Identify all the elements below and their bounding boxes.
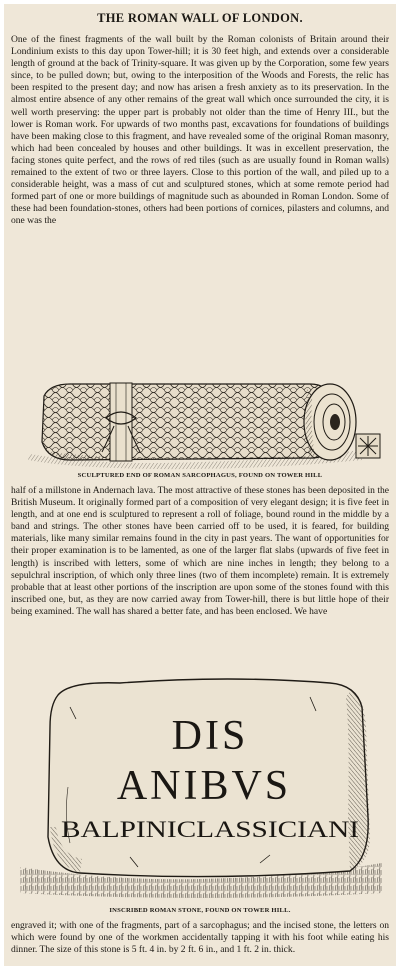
sarcophagus-illustration bbox=[10, 370, 390, 470]
article-paragraph-1: One of the finest fragments of the wall built by the Roman colonists of Britain around their Londinium exists to this day upon Tower-hill; it is 30 feet high, and extends over a considerable length of ground at the back of Trinity-square. It was given up by the Corporation, some few years since, to be pulled down; but, owing to the interposition of the Woods and Forests, the relic has been respited to the present day; and now has arisen a fresh anxiety as to its preservation. In the almost entire absence of any other remains of the great wall which once surrounded the city, it is well worth preserving: the upper part is probably not older than the time of Henry III., but the lower is Roman work. For upwards of two months past, excavations for foundations of buildings have been making close to this fragment, and have revealed some of the original Roman masonry, which had been concealed by houses and other buildings. It was in excellent preservation, the facing stones quite perfect, and the rows of red tiles (such as are usually found in Roman walls) remained to the extent of two or three layers. Close to this portion of the wall, and piled up to a considerable height, was a mass of cut and sculptured stones, which at some remote period had formed part of one or more buildings of magnitude such as abounded in Roman London. Some of these had been foundation-stones, others had been portions of cornices, pilasters and columns, and one was the bbox=[11, 34, 389, 227]
inscription-line-1: DIS bbox=[171, 713, 249, 759]
inscribed-stone-figure bbox=[10, 667, 390, 914]
article-paragraph-2: half of a millstone in Andernach lava. The most attractive of these stones has been deposited in the British Museum. It originally formed part of a composition of very elegant design; it is five feet in length, and at one end is sculptured to represent a roll of foliage, bound round in the middle by a band and strings. The other stones have been carried off to be used, it is feared, for building materials, like many similar remains found in the city in past years. The want of opportunities for their proper examination is to be lamented, as one of the larger flat slabs (upwards of five feet in length) is inscribed with letters, some of which are nine inches in length; they belong to a sepulchral inscription, of which only three lines (two of them incomplete) remain. It is extremely probable that at least other portions of the inscription are upon some of the stones found with this inscribed one, but, as they are now carried away from Tower-hill, there is but little hope of their being examined. The wall has shared a better fate, and has been enclosed. We have bbox=[11, 485, 389, 617]
article-title: THE ROMAN WALL OF LONDON. bbox=[97, 11, 303, 25]
sarcophagus-caption: SCULPTURED END OF ROMAN SARCOPHAGUS, FOUND ON TOWER HILL bbox=[77, 472, 323, 479]
inscribed-stone-illustration bbox=[10, 667, 390, 905]
sarcophagus-figure bbox=[10, 370, 390, 479]
newspaper-page bbox=[4, 4, 396, 966]
inscription-line-2: ANIBVS bbox=[116, 763, 292, 809]
inscription-line-3: BALPINICLASSICIANI bbox=[61, 817, 359, 842]
article-paragraph-3: engraved it; with one of the fragments, part of a sarcophagus; and the incised stone, the letters on which were found by one of the workmen accidentally tapping it with his foot while eating his dinner. The size of this stone is 5 ft. 4 in. by 2 ft. 6 in., and 1 ft. 2 in. thick. bbox=[11, 920, 389, 956]
inscribed-stone-caption: INSCRIBED ROMAN STONE, FOUND ON TOWER HILL. bbox=[109, 907, 291, 914]
